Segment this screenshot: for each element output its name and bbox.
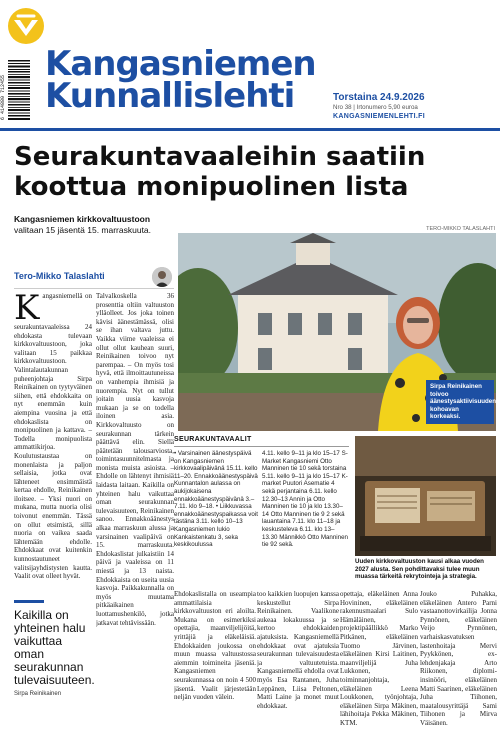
article-column-1 [14,292,92,592]
sidebar-divider [174,446,349,447]
article-column-1-text: angasniemellä on seurakuntavaaleissa 24 ehdokasta tulevaan kirkkovaltuustoon, joka valitaan 15 paikkaa kirkkovaltuustoon. Valintalautakunnan puheenjohtaja Sirpa Reinikainen on tyytyväinen siihen, että ehdokkaita on nyt enemmän kuin aiempina vuosina ja että ehdokaslista on monipuolinen ja kattava. – Todella monipuolista ammattikirjoa. Koulutustaustaa on monenlaista ja paljon sellaisia, jotka ovat lähteneet ensimmäistä kertaa ehdolle, Reinikainen iloitsee. – Yksi nuori on mukana, mutta nuoria olisi toivonut enemmän. Tässä on ollut etsimistä, sillä nuoria on vaikea saada lähtemään ehdolle. Ehdokkaat ovat kuitenkin kunnostautuneet valitsijayhdistysten kautta. Vaalit ovat olleet hyvät. [14,292,92,581]
masthead-divider [0,128,500,131]
byline: Tero-Mikko Talaslahti [14,271,105,281]
sidebar-column-1: • Varsinainen äänestyspäivä on Kangasniemen kirkkovaalipäivänä 15.11. kello 11–20. Ennakkoäänestyspäivä Kunnantalon aulassa on aukijokaisena ennakkoäänestyspäivänä 3.–7.11. klo 9–18. • Liikkuvassa ennakkoäänestyspaikassa voit tästäna 3.11. kello 10–13 Kangasniemen lukio Kankaistenkatu 3, seka keskikoulussa [174,450,258,549]
barcode-icon [8,60,30,120]
website-link[interactable]: KANGASNIEMENLEHTI.FI [333,113,425,120]
secondary-photo-caption: Uuden kirkkovaltuuston kausi alkaa vuoden 2027 alusta. Sen pohdittavaksi tulee muun muassa tärkeitä rekrytointeja ja strategia. [355,558,484,580]
masthead-title-line1: Kangasniemen [45,44,316,84]
secondary-photo [355,436,496,556]
dropcap: K [14,292,40,328]
sidebar-title: SEURAKUNTAVAALIT [174,436,252,443]
pull-quote-author: Sirpa Reinikainen [14,691,62,697]
article-column-2: Talvalkoskella 36 prosenttia oltiin valtuuston ylläolleet. Jos joka toinen kävisi äänestämässä, olisi se ihan valtava juttu. Vaikka viime vaaleissa ei ollut ollut kauhean suuri, Reinikainen toivoo nyt parempaa. – On myös tosi hyvä, että ilmoittautuneissa on vanhempia ihmisiä ja nuorempia. Nyt on tullut joitain uusia kasvoja mukaan ja se on todella iloinen asia. Kirkkovaltuusto on seurakunnan tärkein päättävä elin. Siellä päätetään talousarviosta, toimintasuunnitelmasta ja monista muista asioista. – Ehdolle on lähtenyt ihmisiä laidasta laitaan. Kaikilla on yhteinen halu vaikuttaa oman seurakunnan tulevaisuuteen, Reinikainen sanoo. Ennakkoäänestys alkaa marraskuun alussa ja varsinainen vaalipäivä on 15. marraskuuta. Ehdokaslistat julkaistiin 14 päivä ja vaaleissa on 11 miestä ja 13 naista. Ehdokkaista on useita uusia kasvoja. Paikkakunnalla on myös muutama pitkäaikainen luottamushenkilö, jotka jatkavat tehtävissään. [96,292,174,627]
author-avatar [152,267,172,287]
article-column-3: Ehdokaslistalla on useampia ammattilaisia kirkkovaltuuston eri aloilta. Mukana on esimerkiksi opettajia, maanviljelijöitä, yrittäjiä ja eläkeläisiä. Ehdokkaiden joukossa on muun muassa valtuustossa aiemmin toimineita jäseniä. Kangasniemen seurakunnassa on noin 4 500 jäsentä. Vaalit järjestetään neljän vuoden välein. [174,590,256,702]
article-lead-bold: Kangasniemen kirkkovaltuustoon [14,214,151,224]
barcode-number: 6 414880 712455 [0,74,6,120]
pull-quote-rule [14,600,44,603]
article-lead-rest: valitaan 15 jäsentä 15. marraskuuta. [14,225,152,235]
sidebar-column-2: 4.11. kello 9–11 ja klo 15–17 S-Market Kangasniemi Otto Manninen tie 10 sekä torstaina 5.11. kello 9–11 ja klo 15–17 K-market Puutori Asematie 4 sekä perjantaina 6.11. kello 12.30–13 Annin ja Otto Manninen tie 10 ja klo 13.30–14 Otto Manninen tie 9 2 sekä lauantaina 7.11. klo 11–18 ja keskusteleva 6.11. klo 13–13.30 Männikkö Otto Manninen tie 92 sekä. [262,450,348,549]
article-headline: Seurakuntavaaleihin saatiin koottua monipuolinen lista [14,142,426,202]
article-column-4: too kaikkien luopujen kanssa keskustellut Sirpa Reinikainen. Vaalikone aukeaa lokakuussa ja se kertoo ehdokkaiden ajatuksista. Kangasniemellä ehdokkaat ovat ajatuksia seurakunnan tulevaisuudesta ja valtuutetuista. Kangasniemellä ehdolla ovat myös Esa Rantanen, Juha Leppänen, Liisa Peltonen, Matti Laine ja monet muut ehdokkaat. [257,590,339,710]
article-lead [14,214,179,236]
photo-credit: TERO-MIKKO TALASLAHTI [426,226,495,232]
issue-info [333,92,498,120]
issue-number: Nro 38 | Irtonumero 5,90 euroa [333,104,418,111]
article-column-6: Jouko Puhakka, eläkeläinen Antero Parni vastaanottovirkailija Jonna Pynnönen, eläkeläinen Veijo Pynnönen, varhaiskasvatuksen lastenhoitaja Mervi Pyykkönen, ex-lehdenjakaja Arto Riikonen, diplomi-insinööri, eläkeläinen Matti Saarinen, eläkeläinen Juha Tiihonen, maatalousyrittäjä Sami Tiihonen ja Mirva Väisänen. [420,590,497,727]
article-column-5: opettaja, eläkeläinen Anna Hovininen, eläkeläinen rakennusmaalari Sulo Hämäläinen, projektipäällikkö Marko Pitkänen, eläkeläinen Tuomo Järvinen, eläkeläinen Kirsi Laitinen, maanviljelijä Juha Lukkonen, toiminnanjohtaja, eläkeläinen Leena Loukkonen, työnjohtaja, eläkeläinen Sirpa Mäkinen, lähihoitaja Pekka Mäkinen, KTM. [340,590,418,727]
pull-quote-text: Kaikilla on yhteinen halu vaikuttaa oman seurakunnan tulevaisuuteen. [14,608,95,687]
main-photo-caption: Sirpa Reinikainen toivoo äänestysaktiivisuuden kohoavan korkeaksi. [426,380,494,424]
masthead-title [45,44,316,116]
masthead-title-line2: Kunnallislehti [45,76,295,116]
publication-logo-icon [6,6,46,46]
issue-date: Torstaina 24.9.2026 [333,92,425,103]
pull-quote [14,600,95,697]
byline-divider [14,288,174,289]
